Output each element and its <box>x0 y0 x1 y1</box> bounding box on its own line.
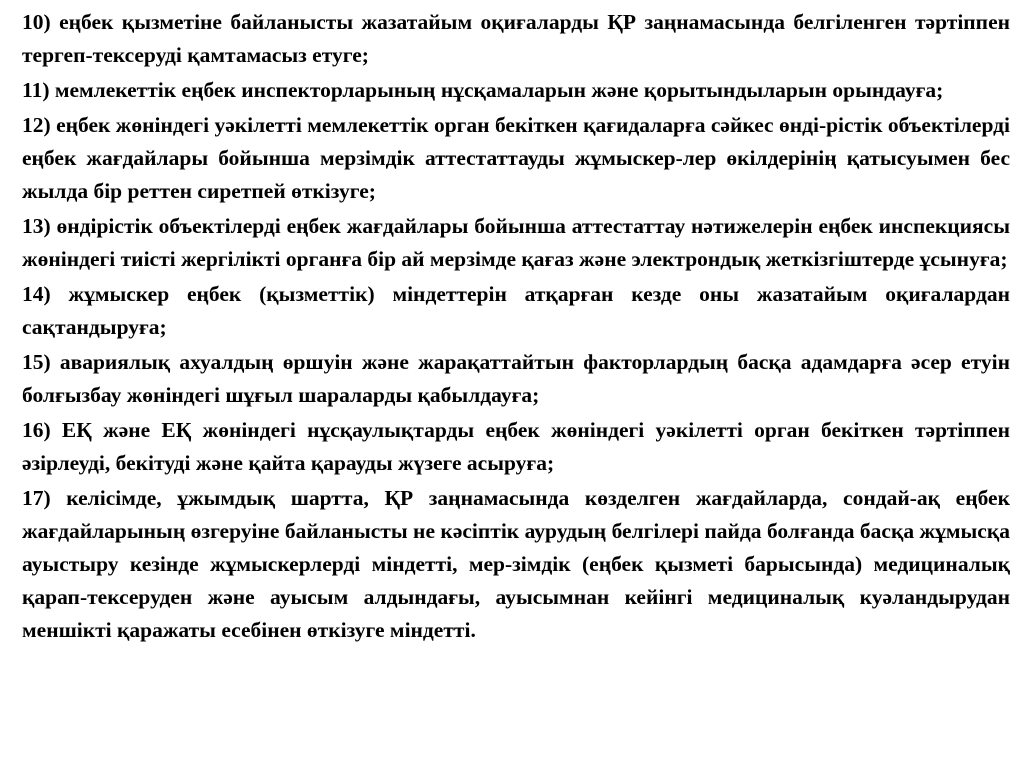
list-item-11: 11) мемлекеттік еңбек инспекторларының нұсқамаларын және қорытындыларын орындауға; <box>22 78 944 102</box>
list-item-16: 16) ЕҚ және ЕҚ жөніндегі нұсқаулықтарды еңбек жөніндегі уәкілетті орган бекіткен тәртіппен әзірлеуді, бекітуді және қайта қарауды жүзеге асыруға; <box>22 418 1010 475</box>
list-item-14: 14) жұмыскер еңбек (қызметтік) міндеттерін атқарған кезде оны жазатайым оқиғалардан сақтандыруға; <box>22 282 1010 339</box>
list-item-17: 17) келісімде, ұжымдық шартта, ҚР заңнамасында көзделген жағдайларда, сондай-ақ еңбек жағдайларының өзгеруіне байланысты не кәсіптік аурудың белгілері пайда болғанда басқа жұмысқа ауыстыру кезінде жұмыскерлерді міндетті, мер-зімдік (еңбек қызметі барысында) медициналық қарап-тексеруден және ауысым алдындағы, ауысымнан кейінгі медициналық куәландырудан меншікті қаражаты есебінен өткізуге міндетті. <box>22 486 1010 642</box>
slide-content <box>22 6 1010 649</box>
list-item-15: 15) авариялық ахуалдың өршуін және жарақаттайтын факторлардың басқа адамдарға әсер етуін болғызбау жөніндегі шұғыл шараларды қабылдауға; <box>22 350 1010 407</box>
list-item-10: 10) еңбек қызметіне байланысты жазатайым оқиғаларды ҚР заңнамасында белгіленген тәртіппен тергеп-тексеруді қамтамасыз етуге; <box>22 10 1010 67</box>
list-item-12: 12) еңбек жөніндегі уәкілетті мемлекеттік орган бекіткен қағидаларға сәйкес өнді-рістік объектілерді еңбек жағдайлары бойынша мерзімдік аттестаттауды жұмыскер-лер өкілдерінің қатысуымен бес жылда бір реттен сиретпей өткізуге; <box>22 113 1010 203</box>
list-item-13: 13) өндірістік объектілерді еңбек жағдайлары бойынша аттестаттау нәтижелерін еңбек инспекциясы жөніндегі тиісті жергілікті органға бір ай мерзімде қағаз және электрондық жеткізгіштерде ұсынуға; <box>22 214 1010 271</box>
